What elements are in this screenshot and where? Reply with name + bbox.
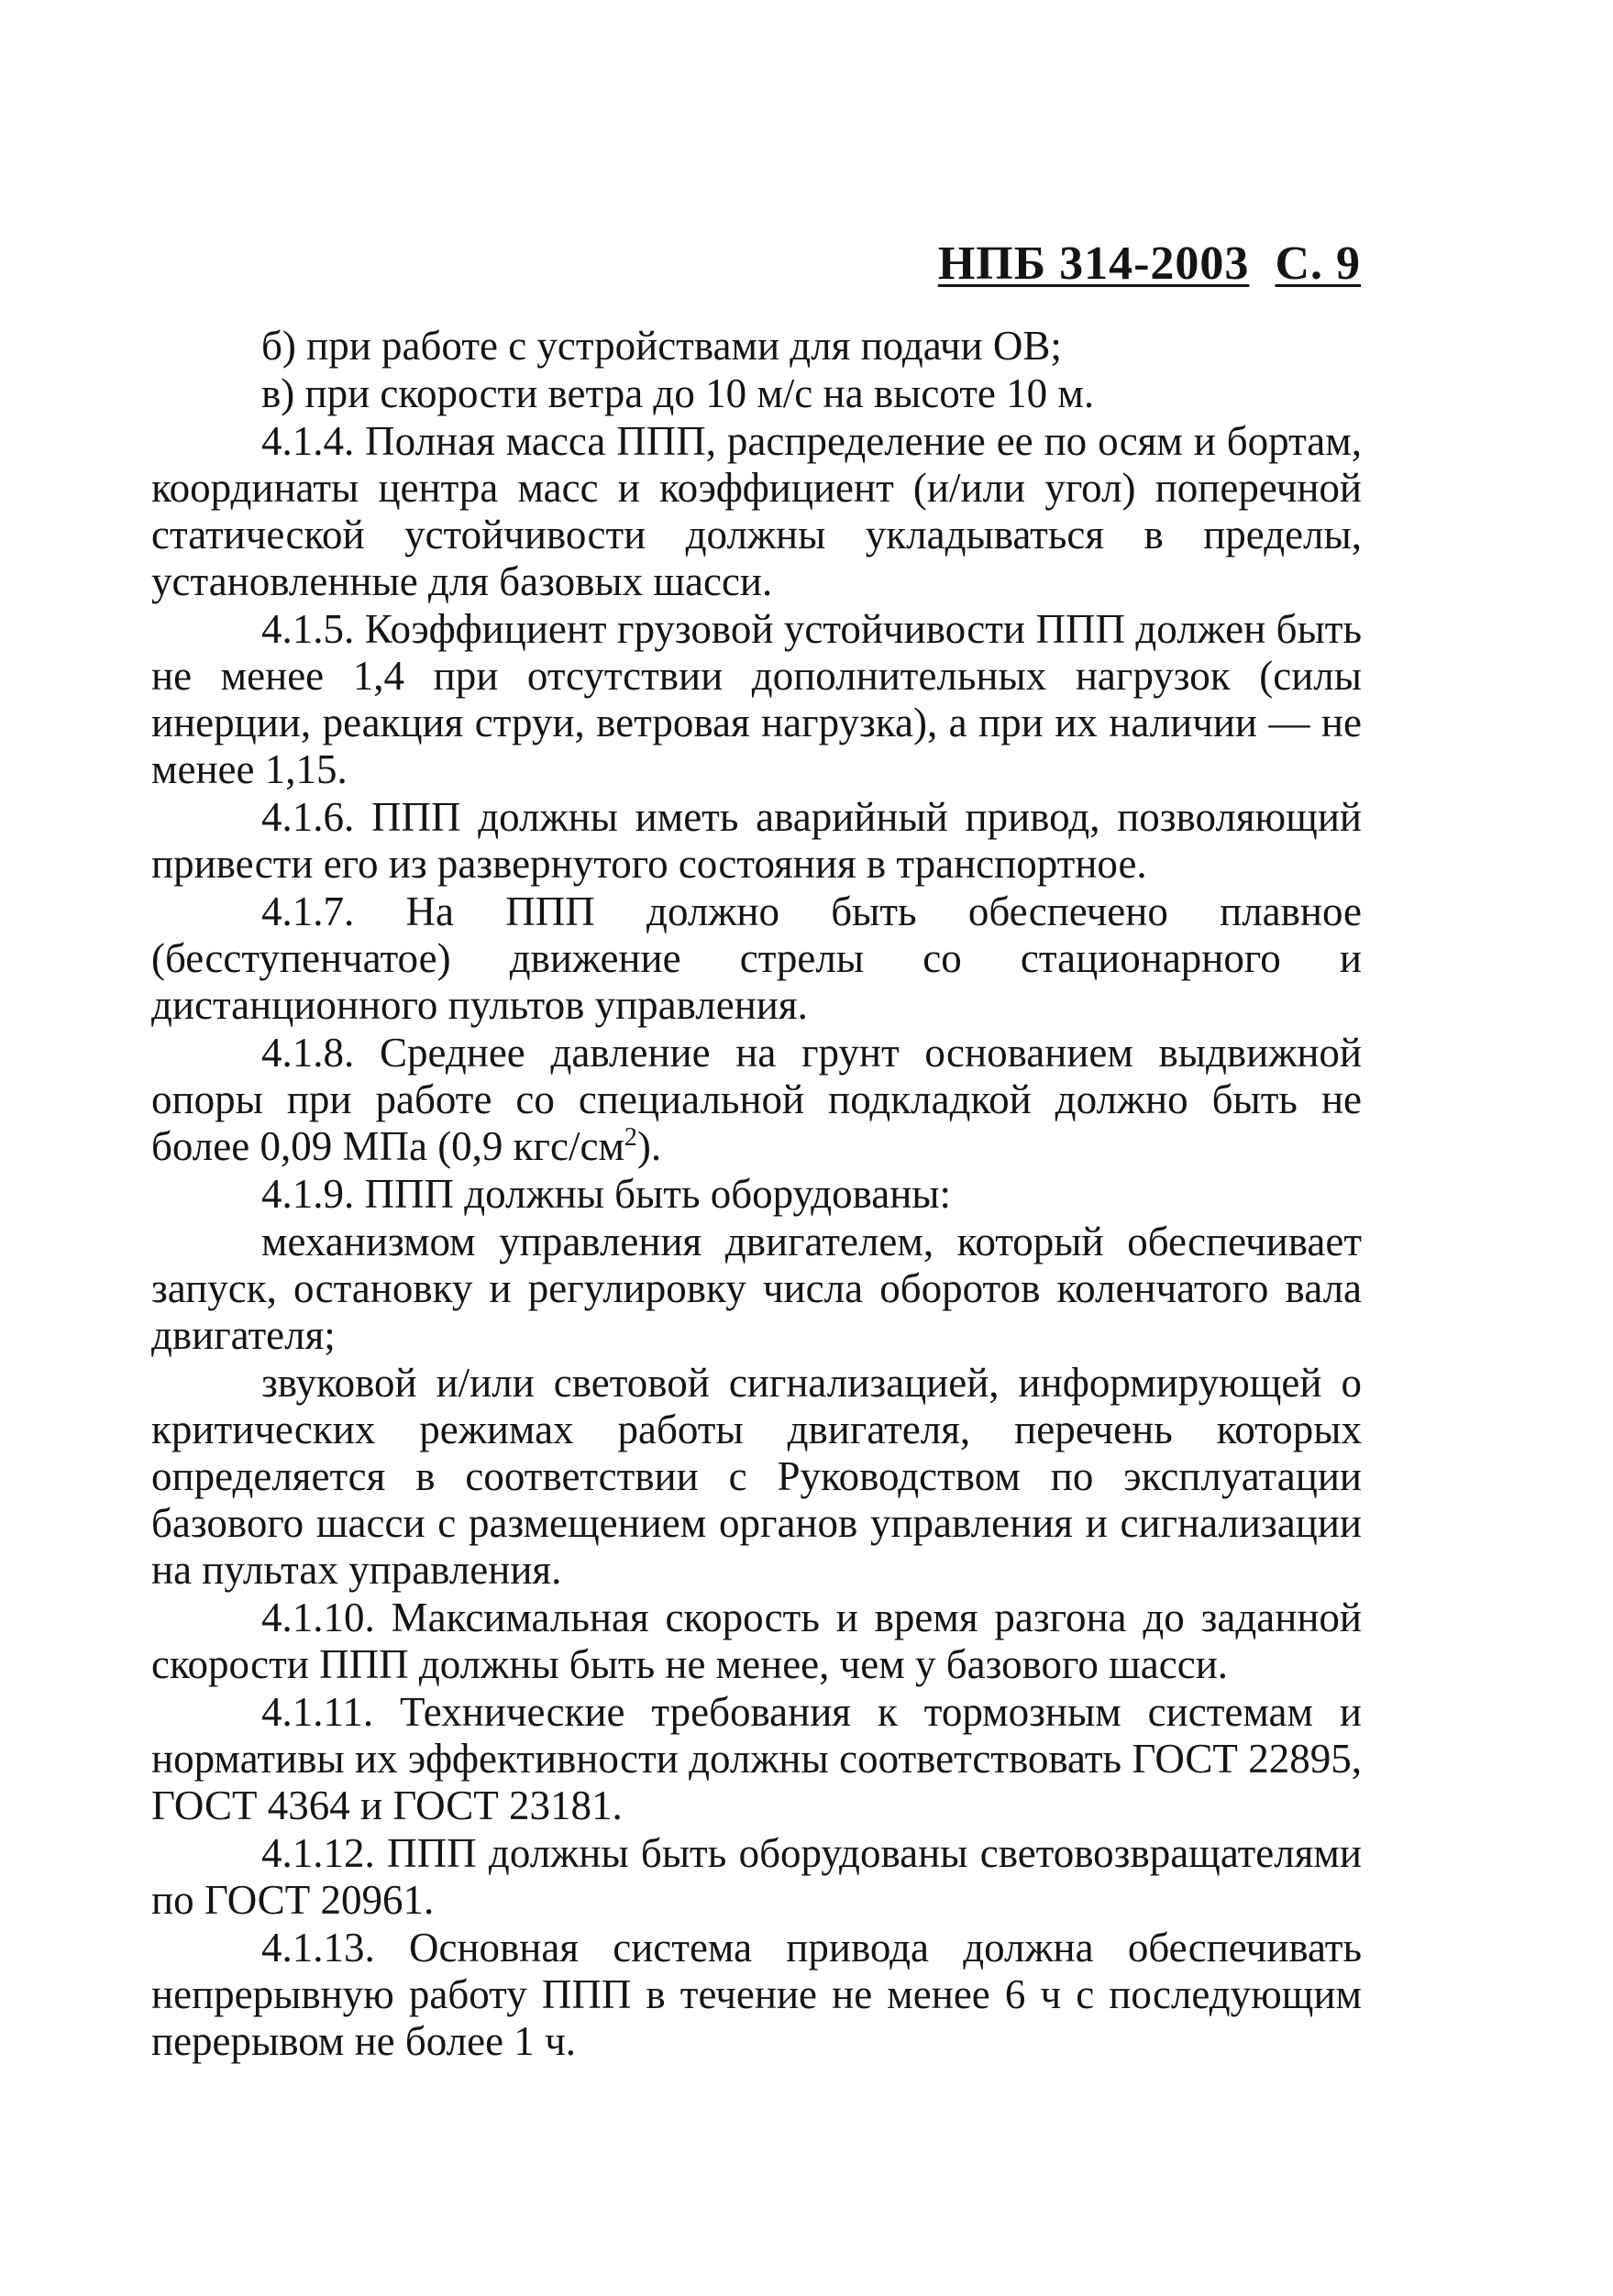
superscript-2: 2: [624, 1123, 637, 1152]
paragraph-b: б) при работе с устройствами для подачи ОВ;: [261, 323, 1062, 369]
paragraph-engine-control: механизмом управления двигателем, который обеспечивает запуск, остановку и регулировку числа оборотов коленчатого вала двигателя;: [151, 1219, 1362, 1358]
paragraph-4-1-5: 4.1.5. Коэффициент грузовой устойчивости ППП должен быть не менее 1,4 при отсутствии дополнительных нагрузок (силы инерции, реакция струи, ветровая нагрузка), а при их наличии — не менее 1,15.: [151, 606, 1362, 792]
paragraph-4-1-4: 4.1.4. Полная масса ППП, распределение ее по осям и бортам, координаты центра масс и коэффициент (и/или угол) поперечной статической устойчивости должны укладываться в пределы, установленные для базовых шасси.: [151, 418, 1362, 604]
page-number: С. 9: [1275, 237, 1361, 290]
document-body: [151, 323, 1362, 2066]
page-header: [938, 237, 1361, 291]
paragraph-4-1-8: [151, 1030, 1362, 1170]
paragraph-signaling: звуковой и/или световой сигнализацией, информирующей о критических режимах работы двигателя, перечень которых определяется в соответствии с Руководством по эксплуатации базового шасси с размещением органов управления и сигнализации на пультах управления.: [151, 1360, 1362, 1593]
paragraph-4-1-7: 4.1.7. На ППП должно быть обеспечено плавное (бесступенчатое) движение стрелы со стационарного и дистанционного пультов управления.: [151, 889, 1362, 1028]
paragraph-4-1-11: 4.1.11. Технические требования к тормозным системам и нормативы их эффективности должны соответствовать ГОСТ 22895, ГОСТ 4364 и ГОСТ 23181.: [151, 1689, 1362, 1828]
paragraph-v: в) при скорости ветра до 10 м/с на высоте 10 м.: [261, 370, 1095, 416]
paragraph-4-1-6: 4.1.6. ППП должны иметь аварийный привод, позволяющий привести его из развернутого состояния в транспортное.: [151, 794, 1362, 887]
paragraph-4-1-10: 4.1.10. Максимальная скорость и время разгона до заданной скорости ППП должны быть не менее, чем у базового шасси.: [151, 1595, 1362, 1687]
paragraph-4-1-12: 4.1.12. ППП должны быть оборудованы световозвращателями по ГОСТ 20961.: [151, 1830, 1362, 1923]
paragraph-4-1-9: 4.1.9. ППП должны быть оборудованы:: [261, 1171, 952, 1217]
document-code: НПБ 314-2003: [937, 237, 1250, 290]
paragraph-4-1-8-text: 4.1.8. Среднее давление на грунт основанием выдвижной опоры при работе со специальной подкладкой должно быть не более 0,09 МПа (0,9 кгс/см: [151, 1030, 1362, 1169]
paragraph-4-1-13: 4.1.13. Основная система привода должна обеспечивать непрерывную работу ППП в течение не менее 6 ч с последующим перерывом не более 1 ч.: [151, 1925, 1362, 2064]
paragraph-4-1-8-tail: ).: [636, 1123, 662, 1169]
